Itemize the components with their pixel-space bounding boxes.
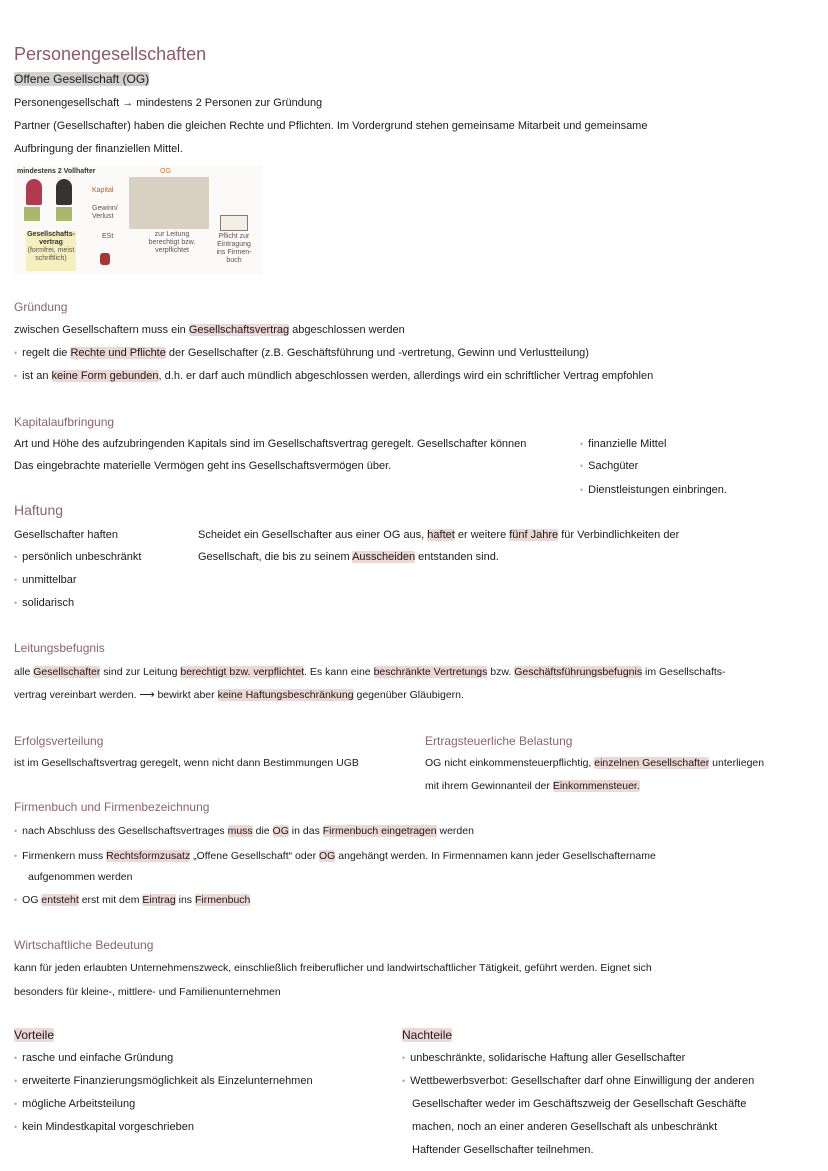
nachteile-heading: Nachteile <box>402 1028 453 1042</box>
subtitle-text: Offene Gesellschaft (OG) <box>14 72 150 86</box>
highlighted-text: Firmenbuch <box>194 894 251 906</box>
text-segment: rasche und einfache Gründung <box>22 1052 174 1064</box>
text-segment: vertrag vereinbart werden. ⟶ bewirkt aber <box>14 689 218 701</box>
bullet-item <box>14 1120 194 1134</box>
text-segment: in das <box>288 825 323 837</box>
bullet-item <box>580 459 638 473</box>
text-segment: Sachgüter <box>588 460 639 472</box>
text-segment: erweiterte Finanzierungsmöglichkeit als Einzelunternehmen <box>22 1075 313 1087</box>
text-segment: . Es kann eine <box>304 666 374 678</box>
text-segment: im Gesellschafts- <box>642 666 726 678</box>
bullet-item <box>580 483 727 497</box>
text-segment: ist an <box>22 370 52 382</box>
text-segment: solidarisch <box>22 597 75 609</box>
highlighted-text: einzelnen Gesellschafter <box>594 757 710 769</box>
text-segment: sind zur Leitung <box>100 666 181 678</box>
text-segment: nach Abschluss des Gesellschaftsvertrages <box>22 825 228 837</box>
section-heading <box>14 1028 54 1042</box>
text-segment: , d.h. er darf auch mündlich abgeschlossen werden, allerdings wird ein schriftlicher Vertrag empfohlen <box>158 370 654 382</box>
text-segment: Aufbringung der finanziellen Mittel. <box>14 143 183 155</box>
highlighted-text: keine Form gebunden <box>51 370 159 382</box>
bullet-item <box>14 893 250 907</box>
text-segment: aufgenommen werden <box>28 871 133 883</box>
partner-woman-icon <box>26 179 42 205</box>
bullet-item <box>14 1074 313 1088</box>
highlighted-text: entsteht <box>41 894 79 906</box>
building-icon <box>129 177 209 229</box>
highlighted-text: Rechtsformzusatz <box>106 850 191 862</box>
text-segment: regelt die <box>22 347 71 359</box>
bullet-item <box>14 346 589 360</box>
section-heading: Kapitalaufbringung <box>14 415 115 429</box>
text-segment: ins <box>175 894 195 906</box>
text-segment: erst mit dem <box>78 894 143 906</box>
text-segment: Scheidet ein Gesellschafter aus einer OG aus, <box>198 529 428 541</box>
text-segment: persönlich unbeschränkt <box>22 551 142 563</box>
text-line <box>14 96 322 110</box>
text-segment: mögliche Arbeitsteilung <box>22 1098 136 1110</box>
vorteile-heading: Vorteile <box>14 1028 55 1042</box>
text-line <box>412 1097 746 1111</box>
book-icon <box>220 215 248 231</box>
diagram-og-label: OG <box>160 168 171 175</box>
highlighted-text: muss <box>227 825 253 837</box>
page-title: Personengesellschaften <box>14 44 207 64</box>
section-heading: Gründung <box>14 300 68 314</box>
diagram-gewinn-label: Gewinn/ Verlust <box>92 205 118 220</box>
diagram-vertrag-subnote: (formfrei, meist schriftlich) <box>27 247 75 262</box>
text-segment: abgeschlossen werden <box>289 324 405 336</box>
text-segment: er weitere <box>454 529 510 541</box>
bullet-item <box>14 824 474 838</box>
diagram-kapital-label: Kapital <box>92 187 114 194</box>
diagram-est-label: ESt <box>102 233 114 240</box>
highlighted-text: berechtigt bzw. verpflichtet <box>180 666 305 678</box>
section-heading: Erfolgsverteilung <box>14 734 104 748</box>
text-segment: Firmenkern muss <box>22 850 107 862</box>
text-line <box>14 119 647 133</box>
section-heading: Haftung <box>14 502 64 518</box>
text-segment: unterliegen <box>709 757 765 769</box>
highlighted-text: Einkommensteuer. <box>552 780 640 792</box>
text-segment: ist im Gesellschaftsvertrag geregelt, wenn nicht dann Bestimmungen UGB <box>14 757 359 769</box>
diagram-partners-label: mindestens 2 Vollhafter <box>17 168 96 175</box>
money-icon <box>56 207 72 221</box>
text-segment: finanzielle Mittel <box>588 438 667 450</box>
text-line <box>198 550 499 564</box>
text-segment: Dienstleistungen einbringen. <box>588 484 727 496</box>
text-line <box>425 779 640 793</box>
text-line <box>412 1143 594 1157</box>
text-line <box>14 437 526 451</box>
text-line <box>425 756 764 770</box>
section-heading: Leitungsbefugnis <box>14 641 105 655</box>
text-line <box>14 985 281 999</box>
money-icon <box>24 207 40 221</box>
bullet-item <box>14 550 141 564</box>
highlighted-text: keine Haftungsbeschränkung <box>217 689 354 701</box>
text-line <box>14 756 359 770</box>
text-segment: besonders für kleine-, mittlere- und Familienunternehmen <box>14 986 281 998</box>
text-segment: Gesellschaft, die bis zu seinem <box>198 551 353 563</box>
highlighted-text: Firmenbuch eingetragen <box>322 825 437 837</box>
text-line <box>412 1120 717 1134</box>
diagram-leitung-label: zur Leitung berechtigt bzw. verpflichtet <box>148 231 196 254</box>
highlighted-text: Gesellschafter <box>33 666 101 678</box>
text-segment: Art und Höhe des aufzubringenden Kapitals sind im Gesellschaftsvertrag geregelt. Gesellschafter können <box>14 438 527 450</box>
highlighted-text: Gesellschaftsvertrag <box>188 324 290 336</box>
text-segment: OG <box>22 894 42 906</box>
text-line <box>14 323 405 337</box>
text-line <box>14 688 464 702</box>
diagram-vertrag-note <box>26 231 76 271</box>
highlighted-text: Rechte und Pflichte <box>70 347 166 359</box>
text-segment: machen, noch an einer anderen Gesellschaft als unbeschränkt <box>412 1121 718 1133</box>
bullet-item <box>14 369 653 383</box>
text-segment: mit ihrem Gewinnanteil der <box>425 780 553 792</box>
highlighted-text: fünf Jahre <box>509 529 559 541</box>
text-segment: Partner (Gesellschafter) haben die gleichen Rechte und Pflichten. Im Vordergrund stehen gemeinsame Mitarbeit und gemeinsame <box>14 120 648 132</box>
text-segment: kein Mindestkapital vorgeschrieben <box>22 1121 194 1133</box>
text-line <box>14 459 391 473</box>
text-segment: alle <box>14 666 34 678</box>
section-heading: Ertragsteuerliche Belastung <box>425 734 573 748</box>
text-line <box>14 665 726 679</box>
og-diagram <box>14 165 262 275</box>
highlighted-text: OG <box>272 825 289 837</box>
bullet-item <box>14 849 656 863</box>
text-segment: Gesellschafter haften <box>14 529 118 541</box>
section-heading: Firmenbuch und Firmenbezeichnung <box>14 800 210 814</box>
bullet-item <box>14 573 77 587</box>
highlighted-text: OG <box>319 850 336 862</box>
bullet-item <box>14 1051 173 1065</box>
bullet-item <box>580 437 666 451</box>
text-segment: Personengesellschaft → mindestens 2 Personen zur Gründung <box>14 97 323 109</box>
text-segment: Gesellschafter weder im Geschäftszweig der Gesellschaft Geschäfte <box>412 1098 747 1110</box>
partner-man-icon <box>56 179 72 205</box>
text-segment: „Offene Gesellschaft“ oder <box>190 850 319 862</box>
text-line <box>198 528 679 542</box>
diagram-vertrag-label: Gesellschafts-vertrag <box>27 231 75 246</box>
highlighted-text: Eintrag <box>142 894 176 906</box>
diagram-eintragung-label: Pflicht zur Eintragung ins Firmen-buch <box>216 233 252 264</box>
bullet-item <box>402 1074 754 1088</box>
text-segment: gegenüber Gläubigern. <box>353 689 464 701</box>
text-segment: der Gesellschafter (z.B. Geschäftsführung und -vertretung, Gewinn und Verlustteilung) <box>165 347 589 359</box>
text-segment: unmittelbar <box>22 574 77 586</box>
text-segment: für Verbindlichkeiten der <box>558 529 680 541</box>
section-subtitle <box>14 72 149 86</box>
text-segment: werden <box>436 825 474 837</box>
text-segment: angehängt werden. In Firmennamen kann jeder Gesellschaftername <box>335 850 656 862</box>
highlighted-text: beschränkte Vertretungs <box>373 666 488 678</box>
eagle-emblem-icon <box>100 253 110 265</box>
highlighted-text: Ausscheiden <box>352 551 416 563</box>
bullet-item <box>14 1097 135 1111</box>
text-segment: bzw. <box>487 666 515 678</box>
bullet-item <box>14 596 74 610</box>
highlighted-text: Geschäftsführungsbefugnis <box>514 666 643 678</box>
text-segment: kann für jeden erlaubten Unternehmenszweck, einschließlich freiberuflicher und landwirtschaftlicher Tätigkeit, geführt werden. Eignet sich <box>14 962 652 974</box>
text-segment: zwischen Gesellschaftern muss ein <box>14 324 189 336</box>
text-line <box>14 961 652 975</box>
bullet-item <box>402 1051 685 1065</box>
highlighted-text: haftet <box>427 529 455 541</box>
text-segment: entstanden sind. <box>415 551 499 563</box>
text-segment: Haftender Gesellschafter teilnehmen. <box>412 1144 594 1156</box>
section-heading <box>402 1028 452 1042</box>
section-heading: Wirtschaftliche Bedeutung <box>14 938 154 952</box>
text-line <box>28 870 132 884</box>
text-segment: unbeschränkte, solidarische Haftung aller Gesellschafter <box>410 1052 686 1064</box>
text-line <box>14 142 183 156</box>
text-segment: Wettbewerbsverbot: Gesellschafter darf ohne Einwilligung der anderen <box>410 1075 755 1087</box>
text-segment: Das eingebrachte materielle Vermögen geht ins Gesellschaftsvermögen über. <box>14 460 392 472</box>
text-line <box>14 528 118 542</box>
text-segment: die <box>252 825 273 837</box>
text-segment: OG nicht einkommensteuerpflichtig, <box>425 757 595 769</box>
